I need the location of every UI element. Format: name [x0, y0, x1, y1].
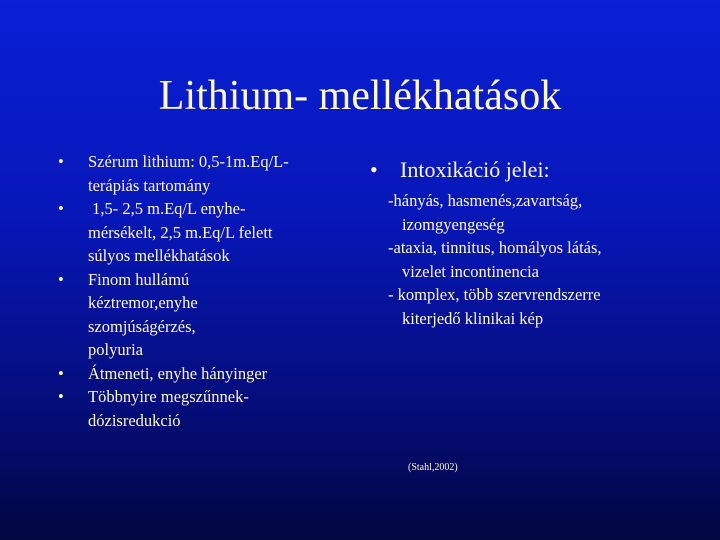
bullet-marker: • — [370, 157, 378, 182]
sub-item-text: kiterjedő klinikai kép — [402, 308, 544, 328]
right-heading-text: Intoxikáció jelei: — [400, 157, 550, 182]
slide-title: Lithium- mellékhatások — [158, 73, 562, 119]
right-column — [370, 155, 690, 330]
left-bullet-list — [58, 150, 348, 432]
bullet-marker: • — [58, 199, 64, 218]
list-item — [58, 197, 348, 268]
list-item-text: Átmeneti, enyhe hányinger — [88, 363, 268, 383]
list-item-text: mérsékelt, 2,5 m.Eq/L felett — [88, 222, 273, 242]
list-item-text: 1,5- 2,5 m.Eq/L enyhe- — [88, 199, 246, 218]
list-item-text: kéztremor,enyhe — [88, 293, 198, 312]
bullet-marker: • — [58, 363, 64, 383]
left-column — [58, 150, 348, 432]
list-item-text: Finom hullámú — [88, 269, 190, 289]
sub-item-text: -hányás, hasmenés,zavartság, — [388, 191, 583, 210]
sub-item-text: - komplex, több szervrendszerre — [388, 285, 601, 304]
list-item-text: súlyos mellékhatások — [88, 246, 230, 265]
sub-item — [370, 189, 690, 236]
bullet-marker: • — [58, 387, 64, 406]
list-item — [58, 385, 348, 432]
list-item-text: polyuria — [88, 340, 143, 359]
sub-item — [370, 236, 690, 283]
list-item-text: dózisredukció — [88, 410, 181, 430]
right-heading — [370, 155, 690, 185]
list-item — [58, 150, 348, 197]
bullet-marker: • — [58, 152, 64, 171]
list-item — [58, 268, 348, 362]
sub-item-text: -ataxia, tinnitus, homályos látás, — [388, 238, 602, 257]
sub-item — [370, 283, 690, 330]
sub-item-text: vizelet incontinencia — [402, 261, 539, 281]
source-citation: (Stahl,2002) — [408, 462, 458, 473]
list-item-text: Többnyire megszűnnek- — [88, 387, 249, 406]
list-item — [58, 362, 348, 386]
sub-item-text: izomgyengeség — [402, 214, 505, 234]
list-item-text: Szérum lithium: 0,5-1m.Eq/L- — [88, 152, 289, 171]
bullet-marker: • — [58, 269, 64, 289]
list-item-text: szomjúságérzés, — [88, 316, 196, 336]
list-item-text: terápiás tartomány — [88, 175, 211, 195]
